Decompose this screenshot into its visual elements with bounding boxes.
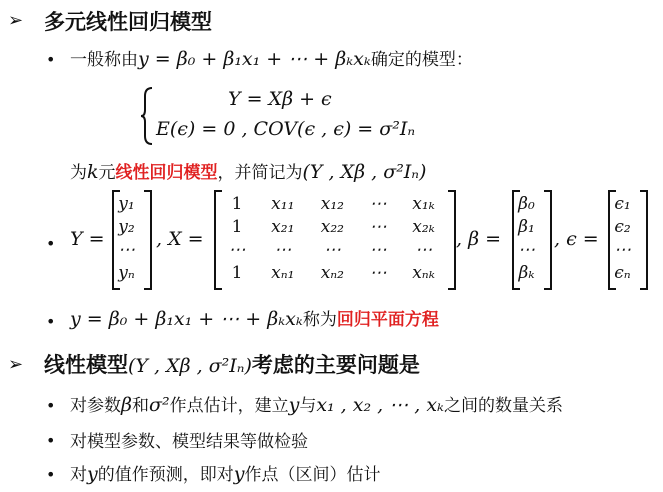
vector-cell: y₂ [118,216,135,237]
vector-cell: y₁ [118,193,135,214]
text-segment: 和 [131,396,149,416]
matrix-cell: x₁₁ [271,193,295,214]
section-title [44,349,420,379]
bracket-right [544,190,552,290]
text-segment: 作点（区间）估计 [244,465,381,485]
model-notation-line [70,158,426,183]
matrix-cell: xₙ₁ [271,262,295,283]
model-notation: (Y , Xβ , σ²Iₙ) [128,355,252,377]
math-symbol: y [288,394,300,416]
matrix-cell: 1 [231,216,243,237]
bullet-icon: • [46,234,56,253]
matrix-cell: ⋯ [369,193,387,214]
text-segment: 作点估计，建立 [169,396,289,416]
matrix-cell: ⋯ [228,239,246,260]
vector-cell: yₙ [118,262,135,283]
matrix-cell: ⋯ [369,262,387,283]
math-symbol: σ² [148,394,170,416]
matrix-cell: x₁ₖ [412,193,435,214]
text-segment: 对 [70,465,87,485]
math-symbol: x₁ , x₂ , ⋯ , xₖ [316,394,444,416]
bullet-icon: • [46,50,56,69]
list-item [70,391,563,416]
title-segment: 考虑的主要问题是 [251,353,420,377]
vector-cell: β₀ [518,193,535,214]
text-segment: 的值作预测，即对 [97,465,234,485]
text-segment: ，并简记为 [217,163,303,183]
matrix-cell: ⋯ [415,239,433,260]
list-item [70,460,380,485]
matrix-cell: ⋯ [274,239,292,260]
matrix-cell: x₂₂ [320,216,344,237]
regression-plane-line [70,305,439,330]
beta-label: , β = [456,228,502,250]
epsilon-label: , ϵ = [554,228,599,250]
vector-cell: βₖ [518,262,535,283]
text-segment: 元 [98,163,116,183]
matrix-cell: xₙ₂ [320,262,344,283]
section-title: 多元线性回归模型 [44,10,212,34]
bullet-icon: • [46,431,56,450]
math-symbol: β [121,394,132,416]
matrix-cell: 1 [231,262,243,283]
bracket-right [144,190,152,290]
matrix-cell: x₁₂ [320,193,344,214]
model-notation: (Y , Xβ , σ²Iₙ) [302,161,427,183]
left-brace [140,86,148,142]
model-definition-line [70,45,473,70]
title-segment: 线性模型 [44,353,128,377]
matrix-cell: ⋯ [323,239,341,260]
matrix-cell: xₙₖ [412,262,435,283]
matrix-cell: x₂₁ [271,216,295,237]
math-symbol: y [233,463,245,485]
X-matrix [216,192,448,284]
matrix-cell: 1 [231,193,243,214]
text-segment: 一般称由 [70,50,138,70]
text-segment: 确定的模型： [370,50,473,70]
vector-cell: ⋯ [518,239,535,260]
bullet-icon: • [46,396,56,415]
vector-cell: ϵₙ [614,262,631,283]
vector-cell: β₁ [518,216,535,237]
X-label: , X = [156,228,204,250]
Y-label: Y = [70,228,105,250]
bullet-icon: • [46,465,56,484]
matrix-cell: x₂ₖ [412,216,435,237]
math-symbol: y [87,463,98,485]
text-segment: 对参数 [70,396,121,416]
vector-cell: ϵ₂ [614,216,631,237]
text-segment: 与 [299,396,317,416]
regression-equation: y = β₀ + β₁x₁ + ⋯ + βₖxₖ [70,308,303,330]
epsilon-vector [610,192,635,284]
highlight-term: 线性回归模型 [115,163,218,183]
highlight-term: 回归平面方程 [336,310,439,330]
arrow-bullet-icon: ➢ [8,354,24,375]
bullet-icon: • [46,312,56,331]
vector-cell: ⋯ [614,239,631,260]
arrow-bullet-icon: ➢ [8,10,24,31]
bracket-right [640,190,648,290]
beta-vector [514,192,539,284]
vector-cell: ⋯ [118,239,135,260]
text-segment: 称为 [302,310,337,330]
list-item: 对模型参数、模型结果等做检验 [70,432,308,452]
bracket-right [448,190,456,290]
regression-equation: y = β₀ + β₁x₁ + ⋯ + βₖxₖ [138,48,371,70]
matrix-cell: ⋯ [369,216,387,237]
system-equation-1: Y = Xβ + ϵ [228,88,332,110]
text-segment: 为 [70,163,87,183]
system-equation-2: E(ϵ) = 0 , COV(ϵ , ϵ) = σ²Iₙ [156,118,416,140]
k-symbol: k [87,161,99,183]
Y-vector [114,192,139,284]
vector-cell: ϵ₁ [614,193,631,214]
text-segment: 之间的数量关系 [443,396,563,416]
matrix-cell: ⋯ [369,239,387,260]
